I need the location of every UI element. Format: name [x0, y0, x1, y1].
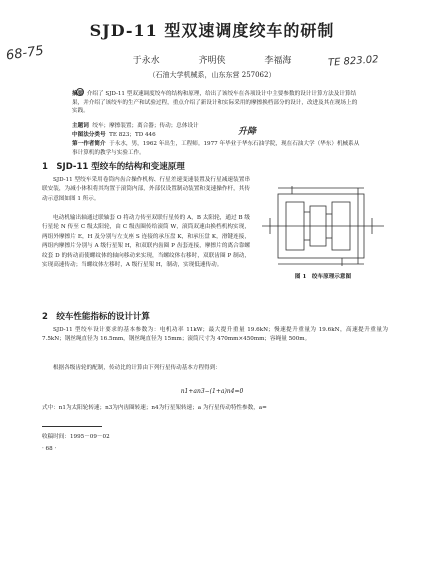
- page-number: · 68 ·: [42, 446, 57, 452]
- section-1-paragraph-1: SJD-11 型绞车采用卷筒内齿合操作机构、行星差速变速装置及行星减速装置串联安装，为减小体积将其均置于滚筒内部，外部仅设置制动装置和变速操作杆，其传动示意图如图 1 所示。: [42, 177, 250, 202]
- classification-label: 中图法分类号: [72, 132, 106, 138]
- footnote-divider: [42, 426, 102, 427]
- keywords-line: [72, 122, 362, 131]
- received-date: 收稿时间：1995－09－02: [42, 434, 110, 440]
- transmission-diagram: [258, 182, 388, 270]
- section-1-paragraph-2: 电动机输出轴通过联轴套 O 将动力传至双联行星传的 A，B 太阳轮，通过 B 级行星轮 N 传至 C 级太阳轮，由 C 级齿圈传给滚筒 W，滚筒双速由换档机构实现，两组外摩擦片 E，H 及分别与左支座 S 连接的承压盘 K，和承压盘 K，滑键连接，两组内摩擦片分别与 A 级行星架 H，和双联内齿圈 P 齿套连接，摩擦片的离合靠螺纹套 D 的转动而使螺纹体的轴向移动来实现，当螺纹体右移时，双联齿圈 P 制动，实现高速传动；当螺纹体左移时，A 级行星架 H，制动，实现低速传动。: [42, 215, 250, 269]
- author-name: 齐明侠: [198, 56, 226, 66]
- author-name: 于永水: [132, 56, 160, 66]
- section-2-paragraph-1: SJD-11 型绞车设计要求的基本参数为：电机功率 11kW；最大提升重量 19.6kN；慢速提升重量为 19.6kN，高速提升重量为 7.5kN；钢丝绳直径为 16.5mm，钢丝绳直径为 15mm；滚筒尺寸为 470mm×450mm；容绳量 500m。: [42, 327, 388, 343]
- classification-text: TE 823；TD 446: [109, 132, 156, 138]
- planetary-equation: n1+an3−(1+a)n4=0: [180, 388, 244, 395]
- keywords-label: 主题词: [72, 123, 89, 129]
- section-2-heading: 2 绞车性能指标的设计计算: [42, 312, 150, 322]
- classification-line: [72, 131, 362, 140]
- affiliation: （石油大学机械系，山东东营 257062）: [148, 71, 276, 79]
- first-author-line: [72, 140, 362, 157]
- first-author-label: 第一作者简介: [72, 141, 106, 147]
- section-1-heading: 1 SJD-11 型绞车的结构和变速原理: [42, 162, 185, 172]
- paper-title: SJD-11 型双速调度绞车的研制: [89, 21, 335, 40]
- figure-caption: 图 1 绞车原理示意图: [294, 274, 352, 280]
- abstract-text: 介绍了 SJD-11 型双速调度绞车的结构和原理，给出了该绞车在各项设计中主要参数的设计计算方法及计算结果，并介绍了该绞车的生产和试验过程，重点介绍了新设计和实际采用的摩擦换档部分的设计，改进及其在现场上的实践。: [72, 91, 358, 114]
- keywords-text: 绞车；摩擦装置；离合器；传动；总体设计: [92, 123, 199, 129]
- abstract-block: [72, 90, 362, 116]
- handwritten-keyword-scribble: 升降: [238, 127, 257, 137]
- first-author-text: 于永水，男，1962 年出生，工程师。1977 年毕业于华东石油学院，现在石油大学（华东）机械系从事计算机的教学与实验工作。: [72, 141, 360, 156]
- author-name: 李福海: [264, 56, 292, 66]
- handwritten-classification-note: TE 823.02: [327, 54, 379, 69]
- handwritten-margin-note: 68-75: [5, 43, 45, 64]
- section-2-paragraph-3: 式中：n1为太阳轮转速；n3为内齿圈转速；n4为行星架转速；a 为行星传动特性参数，a=: [42, 405, 267, 411]
- author-list: [0, 53, 424, 66]
- section-2-paragraph-2: 根据各级齿轮的配制，传动比的计算由下列行星传动基本方程得到：: [53, 365, 221, 371]
- abstract-label: 摘要: [72, 91, 84, 97]
